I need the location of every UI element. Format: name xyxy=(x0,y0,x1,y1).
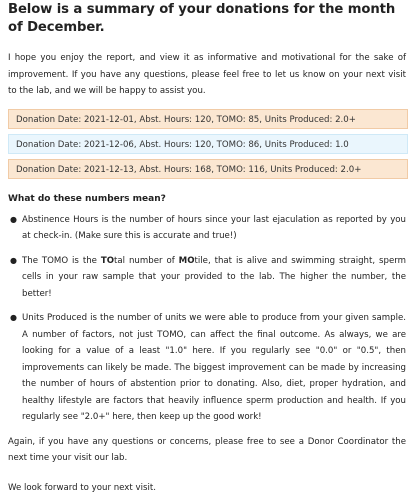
intro-paragraph: I hope you enjoy the report, and view it as informative and motivational for the sake of improvement. If you have any questions, please feel free to let us know on your next visit to the lab, and we will be happy to assist you. xyxy=(8,53,406,96)
bullet-icon: ● xyxy=(10,313,17,322)
signoff-paragraph: We look forward to your next visit. xyxy=(8,482,156,493)
tomo-text-mid: tal number of xyxy=(114,255,179,266)
closing-paragraph: Again, if you have any questions or concerns, please free to see a Donor Coordinator the next time your visit our lab. xyxy=(8,436,406,463)
explain-heading: What do these numbers mean? xyxy=(8,193,166,204)
abstinence-text: Abstinence Hours is the number of hours since your last ejaculation as reported by you at check-in. (Make sure this is accurate and true!) xyxy=(22,214,406,241)
tomo-text-post: tile, that is alive and swimming straight, sperm cells in your raw sample that your provided to the lab. The higher the number, the better! xyxy=(22,255,406,299)
donation-row: Donation Date: 2021-12-01, Abst. Hours: 120, TOMO: 85, Units Produced: 2.0+ xyxy=(8,109,408,129)
list-item-tomo xyxy=(8,253,408,303)
units-text: Units Produced is the number of units we were able to produce from your given sample. A number of factors, not just TOMO, can affect the final outcome. As always, we are looking for a value of a least "1.0" here. If you regularly see "0.0" or "0.5", then improvements can likely be made. The biggest improvement can be made by increasing the number of hours of abstention prior to donating. Also, diet, proper hydration, and healthy lifestyle are factors that heavily influence sperm production and health. If you regularly see "2.0+" here, then keep up the good work! xyxy=(22,313,406,422)
bullet-icon: ● xyxy=(10,255,17,265)
list-item-units xyxy=(8,310,408,426)
donation-row: Donation Date: 2021-12-06, Abst. Hours: 120, TOMO: 86, Units Produced: 1.0 xyxy=(8,134,408,154)
tomo-bold-mo: MO xyxy=(178,255,195,266)
donation-list xyxy=(8,109,408,179)
donation-row: Donation Date: 2021-12-13, Abst. Hours: 168, TOMO: 116, Units Produced: 2.0+ xyxy=(8,159,408,179)
page-title: Below is a summary of your donations for the month of December. xyxy=(8,2,396,35)
list-item-abstinence xyxy=(8,212,408,245)
explain-list xyxy=(8,212,408,426)
tomo-text-pre: The TOMO is the xyxy=(22,255,101,266)
tomo-bold-to: TO xyxy=(100,255,115,266)
bullet-icon: ● xyxy=(10,214,17,224)
